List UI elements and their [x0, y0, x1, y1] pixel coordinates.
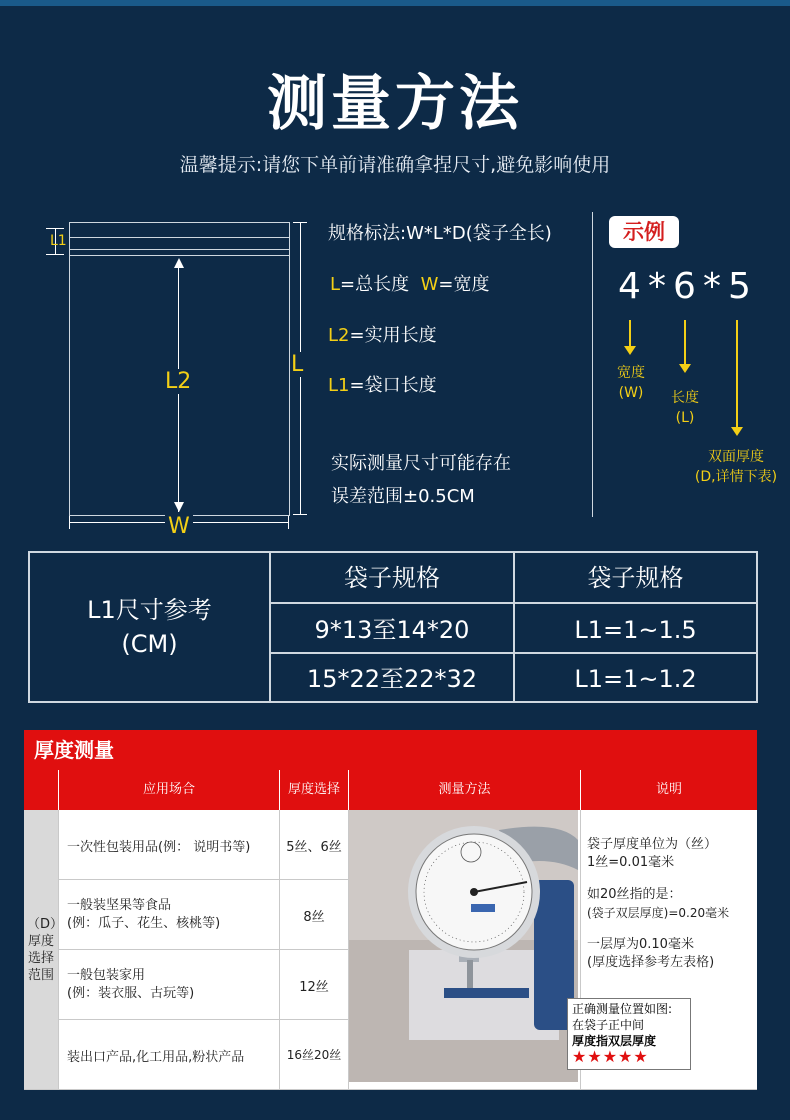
table-cell: 12丝	[280, 950, 349, 1020]
spec-symbol: L1	[328, 375, 350, 396]
spec-opening-length	[328, 371, 437, 397]
table-cell: 一次性包装用品(例： 说明书等)	[59, 810, 280, 880]
label-l: L	[291, 352, 304, 377]
caption-text: (L)	[675, 410, 695, 426]
l1-table-label	[30, 553, 271, 701]
caption-length	[662, 388, 708, 428]
desc-text: (厚度选择参考左表格)	[587, 955, 715, 970]
caption-text: 双面厚度	[708, 449, 764, 465]
note-text: 厚度指双层厚度	[572, 1034, 657, 1048]
thickness-title: 厚度测量	[24, 730, 757, 770]
table-cell: 8丝	[280, 880, 349, 950]
label-l1: L1	[50, 233, 67, 249]
table-header: 袋子规格	[271, 553, 515, 604]
table-cell: L1=1~1.5	[515, 604, 756, 654]
spec-text: =宽度	[438, 274, 490, 295]
caption-text: (D,详情下表)	[694, 469, 778, 485]
desc-text: 如20丝指的是：	[587, 887, 682, 902]
vertical-divider	[592, 212, 593, 517]
zipper-line	[70, 255, 289, 256]
spec-symbol: L	[330, 274, 341, 295]
label-w: W	[165, 514, 193, 539]
example-badge: 示例	[609, 216, 679, 248]
caption-thickness	[684, 447, 788, 487]
spec-symbol: L2	[328, 325, 350, 346]
table-cell	[59, 880, 280, 950]
dial-gauge-illustration	[349, 810, 578, 1082]
caption-text: 宽度	[617, 365, 645, 381]
desc-text: 1丝=0.01毫米	[587, 855, 675, 870]
label-l2: L2	[165, 369, 192, 394]
page-subtitle: 温馨提示:请您下单前请准确拿捏尺寸,避免影响使用	[179, 154, 611, 176]
tolerance-note-1: 实际测量尺寸可能存在	[331, 453, 511, 474]
zipper-line	[70, 249, 289, 250]
l-tick-bottom	[293, 514, 307, 515]
table-header-blank	[24, 770, 59, 810]
w-tick-left	[69, 516, 70, 529]
description-cell	[581, 810, 757, 1090]
table-cell: 9*13至14*20	[271, 604, 515, 654]
caption-text: (W)	[618, 385, 644, 401]
cell-text: (例：装衣服、古玩等)	[67, 986, 195, 1001]
table-cell: 15*22至22*32	[271, 654, 515, 701]
spec-text: =实用长度	[349, 325, 437, 346]
thickness-table	[24, 730, 757, 1090]
arrow-down-icon	[174, 502, 184, 512]
table-cell: 装出口产品,化工用品,粉状产品	[59, 1020, 280, 1090]
l1-reference-table	[28, 551, 758, 703]
note-text: 正确测量位置如图:	[572, 1002, 673, 1016]
table-header: 应用场合	[59, 770, 280, 810]
zipper-line	[70, 237, 289, 238]
arrow-up-icon	[174, 258, 184, 268]
note-text: 在袋子正中间	[572, 1018, 645, 1032]
example-separator: *	[703, 266, 721, 307]
page-title: 测量方法	[267, 69, 523, 139]
cell-text: (例：瓜子、花生、核桃等)	[67, 916, 221, 931]
caption-width	[608, 363, 654, 403]
desc-text: (袋子双层厚度)=0.20毫米	[587, 906, 730, 920]
example-thickness: 5	[728, 266, 751, 307]
table-header: 厚度选择	[280, 770, 349, 810]
spec-total-length	[330, 270, 489, 296]
example-separator: *	[648, 266, 666, 307]
l1-label-text: L1尺寸参考	[87, 596, 212, 624]
table-cell: 5丝、6丝	[280, 810, 349, 880]
tolerance-note-2: 误差范围±0.5CM	[331, 486, 475, 507]
example-length: 6	[673, 266, 696, 307]
table-header: 说明	[581, 770, 757, 810]
table-header: 测量方法	[349, 770, 581, 810]
arrow-down-icon	[684, 320, 686, 365]
arrow-down-icon	[736, 320, 738, 428]
thickness-range-label: （D）厚度选择范围	[24, 810, 59, 1090]
w-tick-right	[288, 516, 289, 529]
arrow-down-icon	[629, 320, 631, 347]
desc-text: 一层厚为0.10毫米	[587, 937, 694, 952]
top-accent-bar	[0, 0, 790, 6]
spec-text: =袋口长度	[349, 375, 437, 396]
table-cell: 16丝20丝	[280, 1020, 349, 1090]
spec-usable-length	[328, 321, 437, 347]
table-header: 袋子规格	[515, 553, 756, 604]
l1-label-unit: (CM)	[121, 630, 178, 658]
spec-symbol: W	[420, 274, 439, 295]
spec-text: =总长度	[340, 274, 421, 295]
spec-format: 规格标法:W*L*D(袋子全长)	[328, 223, 552, 244]
desc-text: 袋子厚度单位为（丝）	[587, 837, 718, 852]
table-cell: L1=1~1.2	[574, 665, 697, 693]
rating-stars-icon: ★★★★★	[572, 1047, 649, 1066]
example-width: 4	[618, 266, 641, 307]
cell-text: 一般装坚果等食品	[67, 898, 172, 913]
table-cell	[59, 950, 280, 1020]
caption-text: 长度	[671, 390, 699, 406]
cell-text: 一般包装家用	[67, 968, 146, 983]
